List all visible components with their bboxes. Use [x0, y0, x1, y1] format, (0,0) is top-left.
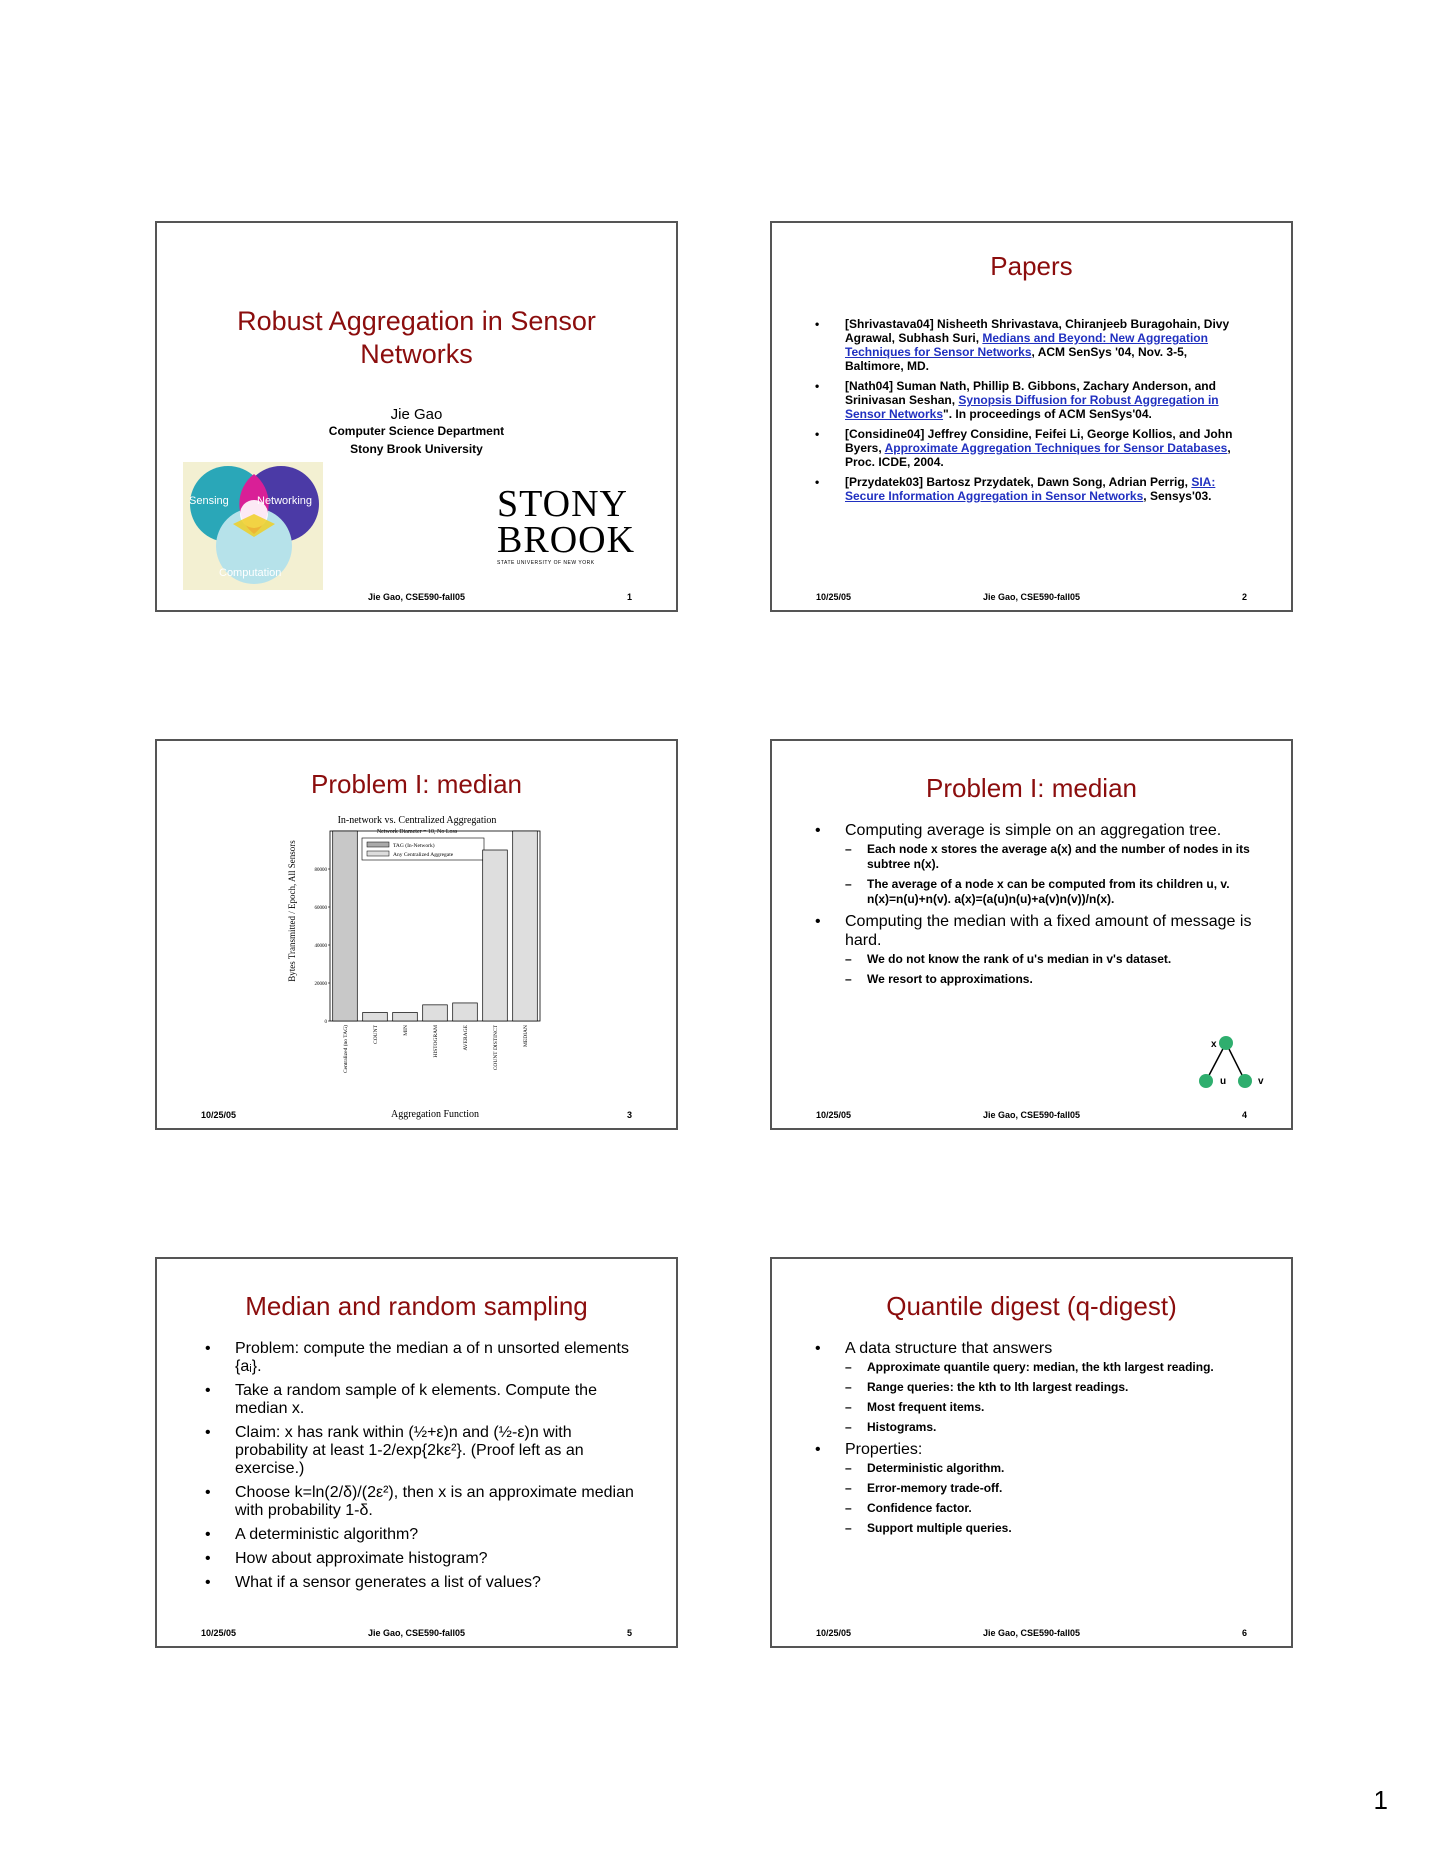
- sub-bullet-item: – Support multiple queries.: [845, 1521, 1231, 1536]
- tree-node-v: [1238, 1074, 1252, 1088]
- stony-brook-logo: [497, 483, 637, 566]
- slide-5-bullets: [197, 1340, 638, 1592]
- ref-authors: Nisheeth Shrivastava, Chiranjeeb Buragohain, Divy Agrawal, Subhash Suri,: [845, 317, 1230, 345]
- bullet-text: A data structure that answers: [845, 1340, 1053, 1357]
- slide-4-title: Problem I: median: [926, 773, 1137, 803]
- ref-link[interactable]: Medians and Beyond: New Aggregation Techniques for Sensor Networks: [845, 331, 1208, 359]
- tree-diagram: [1182, 1031, 1272, 1101]
- sub-bullet-item: – Range queries: the kth to lth largest readings.: [845, 1380, 1231, 1395]
- bar: [333, 831, 358, 1021]
- ref-venue: , Proc. ICDE, 2004.: [845, 441, 1231, 469]
- legend-swatch-centralized: [367, 851, 389, 856]
- slide-1-title: [157, 305, 676, 371]
- paper-ref: [807, 427, 1249, 469]
- x-tick-label: Centralized (no TAG): [343, 1025, 349, 1074]
- chart-marks: [315, 831, 538, 1073]
- footer-course: Jie Gao, CSE590-fall05: [982, 1628, 1081, 1638]
- tree-label-x: x: [1211, 1039, 1217, 1050]
- ref-tag: [Nath04]: [845, 379, 894, 393]
- legend-label-tag: TAG (In-Network): [393, 843, 435, 849]
- venn-label-computation: Computation: [219, 567, 282, 579]
- sub-bullet-item: – The average of a node x can be computed from its children u, v. n(x)=n(u)+n(v). a(x)=(a(u)n(u)+a(v)n(v))/n(x).: [845, 877, 1255, 907]
- x-tick-label: HISTOGRAM: [433, 1025, 439, 1058]
- bullet-item: [807, 1339, 1231, 1435]
- tree-label-v: v: [1258, 1076, 1264, 1087]
- slide-6-bullets: [807, 1339, 1231, 1541]
- y-tick-label: 80000: [314, 868, 327, 873]
- bullet-item: • What if a sensor generates a list of values?: [197, 1574, 638, 1592]
- sub-bullet-item: – Each node x stores the average a(x) and the number of nodes in its subtree n(x).: [845, 842, 1255, 872]
- bar: [453, 1003, 478, 1021]
- footer-course: Jie Gao, CSE590-fall05: [367, 1628, 466, 1638]
- y-tick-label: 0: [324, 1020, 327, 1025]
- footer-date: 10/25/05: [201, 1110, 237, 1120]
- bullet-item: [807, 1440, 1231, 1536]
- slide-number: 3: [626, 1110, 632, 1120]
- logo-line-2: BROOK: [497, 519, 636, 561]
- paper-list: [807, 317, 1249, 503]
- sub-bullet-item: – Error-memory trade-off.: [845, 1481, 1231, 1496]
- chart-subtitle: Network Diameter = 10, No Loss: [376, 829, 458, 835]
- paper-ref: [807, 317, 1249, 373]
- footer-course: Jie Gao, CSE590-fall05: [367, 592, 466, 602]
- footer-date: 10/25/05: [816, 592, 852, 602]
- slide-number: 6: [1241, 1628, 1247, 1638]
- x-tick-label: MEDIAN: [523, 1025, 529, 1047]
- logo-subtitle: STATE UNIVERSITY OF NEW YORK: [497, 560, 595, 566]
- sub-bullet-item: – Most frequent items.: [845, 1400, 1231, 1415]
- chart-legend: [362, 838, 484, 860]
- chart-title: In-network vs. Centralized Aggregation: [337, 815, 497, 826]
- bullet-item: • Choose k=ln(2/δ)/(2ε²), then x is an approximate median with probability 1-δ.: [197, 1484, 638, 1520]
- sub-bullet-item: – Deterministic algorithm.: [845, 1461, 1231, 1476]
- page-number: 1: [1373, 1785, 1388, 1815]
- sub-bullets: [845, 842, 1255, 907]
- bullet-item: • A deterministic algorithm?: [197, 1526, 638, 1544]
- ref-tag: [Considine04]: [845, 427, 925, 441]
- tree-node-u: [1199, 1074, 1213, 1088]
- ref-venue: , Sensys'03.: [1143, 489, 1212, 503]
- slide-6: [770, 1257, 1293, 1648]
- slide-6-title: Quantile digest (q-digest): [886, 1291, 1177, 1321]
- ref-link[interactable]: SIA: Secure Information Aggregation in Sensor Networks: [845, 475, 1216, 503]
- sub-bullets: [845, 1461, 1231, 1536]
- ref-venue: ". In proceedings of ACM SenSys'04.: [943, 407, 1152, 421]
- x-tick-label: COUNT: [373, 1025, 379, 1044]
- sub-bullets: [845, 1360, 1231, 1435]
- ref-authors: Suman Nath, Phillip B. Gibbons, Zachary Anderson, and Srinivasan Seshan,: [845, 379, 1216, 407]
- bullet-item: • Problem: compute the median a of n unsorted elements {aᵢ}.: [197, 1340, 638, 1376]
- slide-4-bullets: [807, 821, 1255, 992]
- slide-3: [155, 739, 678, 1130]
- bullet-text: Computing average is simple on an aggregation tree.: [845, 822, 1222, 839]
- paper-ref: [807, 379, 1249, 421]
- ref-tag: [Shrivastava04]: [845, 317, 934, 331]
- x-tick-label: MIN: [403, 1025, 409, 1036]
- slide-number: 4: [1241, 1110, 1247, 1120]
- footer-date: 10/25/05: [201, 1628, 237, 1638]
- slide-2-title: Papers: [990, 251, 1073, 281]
- bullet-item: • Claim: x has rank within (½+ε)n and (½-ε)n with probability at least 1-2/exp{2kε²}. (Proof left as an exercise.): [197, 1424, 638, 1478]
- legend-label-centralized: Any Centralized Aggregate: [393, 852, 454, 858]
- venn-svg: [183, 462, 323, 590]
- x-tick-label: AVERAGE: [463, 1025, 469, 1051]
- footer-date: 10/25/05: [816, 1110, 852, 1120]
- footer-course: Jie Gao, CSE590-fall05: [982, 592, 1081, 602]
- slide-2: [770, 221, 1293, 612]
- paper-ref: [807, 475, 1249, 503]
- bullet-text: Computing the median with a fixed amount of message is hard.: [845, 913, 1252, 949]
- bar: [513, 831, 538, 1021]
- slide-number: 1: [626, 592, 632, 602]
- sub-bullet-item: – We resort to approximations.: [845, 972, 1255, 987]
- sub-bullet-item: – Approximate quantile query: median, the kth largest reading.: [845, 1360, 1231, 1375]
- title-line-1: Robust Aggregation in Sensor: [237, 306, 596, 336]
- title-line-2: Networks: [360, 339, 473, 369]
- footer-course: Jie Gao, CSE590-fall05: [982, 1110, 1081, 1120]
- logo-line-1: STONY: [497, 483, 628, 525]
- bullet-item: • How about approximate histogram?: [197, 1550, 638, 1568]
- sub-bullets: [845, 952, 1255, 987]
- chart-y-label: Bytes Transmitted / Epoch, All Sensors: [287, 840, 297, 982]
- sub-bullet-item: – Histograms.: [845, 1420, 1231, 1435]
- ref-link[interactable]: Synopsis Diffusion for Robust Aggregation in Sensor Networks: [845, 393, 1219, 421]
- department: Computer Science Department: [328, 424, 505, 438]
- median-bar-chart: [287, 811, 547, 1121]
- bar: [423, 1005, 448, 1021]
- author-name: Jie Gao: [390, 406, 443, 423]
- bullet-item: [807, 912, 1255, 987]
- bullet-item: [807, 821, 1255, 907]
- tree-label-u: u: [1220, 1076, 1227, 1087]
- ref-venue: , ACM SenSys '04, Nov. 3-5, Baltimore, MD.: [845, 345, 1188, 373]
- legend-swatch-tag: [367, 842, 389, 847]
- slide-5: [155, 1257, 678, 1648]
- university: Stony Brook University: [350, 442, 483, 456]
- ref-link[interactable]: Approximate Aggregation Techniques for Sensor Databases: [884, 441, 1228, 455]
- slide-4: [770, 739, 1293, 1130]
- slide-1: [155, 221, 678, 612]
- bullet-text: Properties:: [845, 1441, 923, 1458]
- y-tick-label: 20000: [314, 982, 327, 987]
- footer-date: 10/25/05: [816, 1628, 852, 1638]
- chart-x-label: Aggregation Function: [390, 1109, 480, 1120]
- bar: [483, 850, 508, 1021]
- ref-tag: [Przydatek03]: [845, 475, 924, 489]
- sub-bullet-item: – Confidence factor.: [845, 1501, 1231, 1516]
- y-tick-label: 60000: [314, 906, 327, 911]
- slide-number: 2: [1241, 592, 1247, 602]
- tree-node-x: [1219, 1036, 1233, 1050]
- venn-label-sensing: Sensing: [189, 495, 229, 507]
- bullet-item: • Take a random sample of k elements. Compute the median x.: [197, 1382, 638, 1418]
- venn-diagram: [183, 462, 323, 590]
- slide-5-title: Median and random sampling: [245, 1291, 588, 1321]
- x-tick-label: COUNT DISTINCT: [493, 1025, 499, 1071]
- bar: [363, 1012, 388, 1021]
- bar: [393, 1012, 418, 1021]
- slide-3-title: Problem I: median: [311, 769, 522, 799]
- sub-bullet-item: – We do not know the rank of u's median in v's dataset.: [845, 952, 1255, 967]
- venn-label-networking: Networking: [257, 495, 313, 507]
- y-tick-label: 40000: [314, 944, 327, 949]
- slide-number: 5: [626, 1628, 632, 1638]
- ref-authors: Jeffrey Considine, Feifei Li, George Kollios, and John Byers,: [845, 427, 1233, 455]
- ref-authors: Bartosz Przydatek, Dawn Song, Adrian Perrig,: [923, 475, 1192, 489]
